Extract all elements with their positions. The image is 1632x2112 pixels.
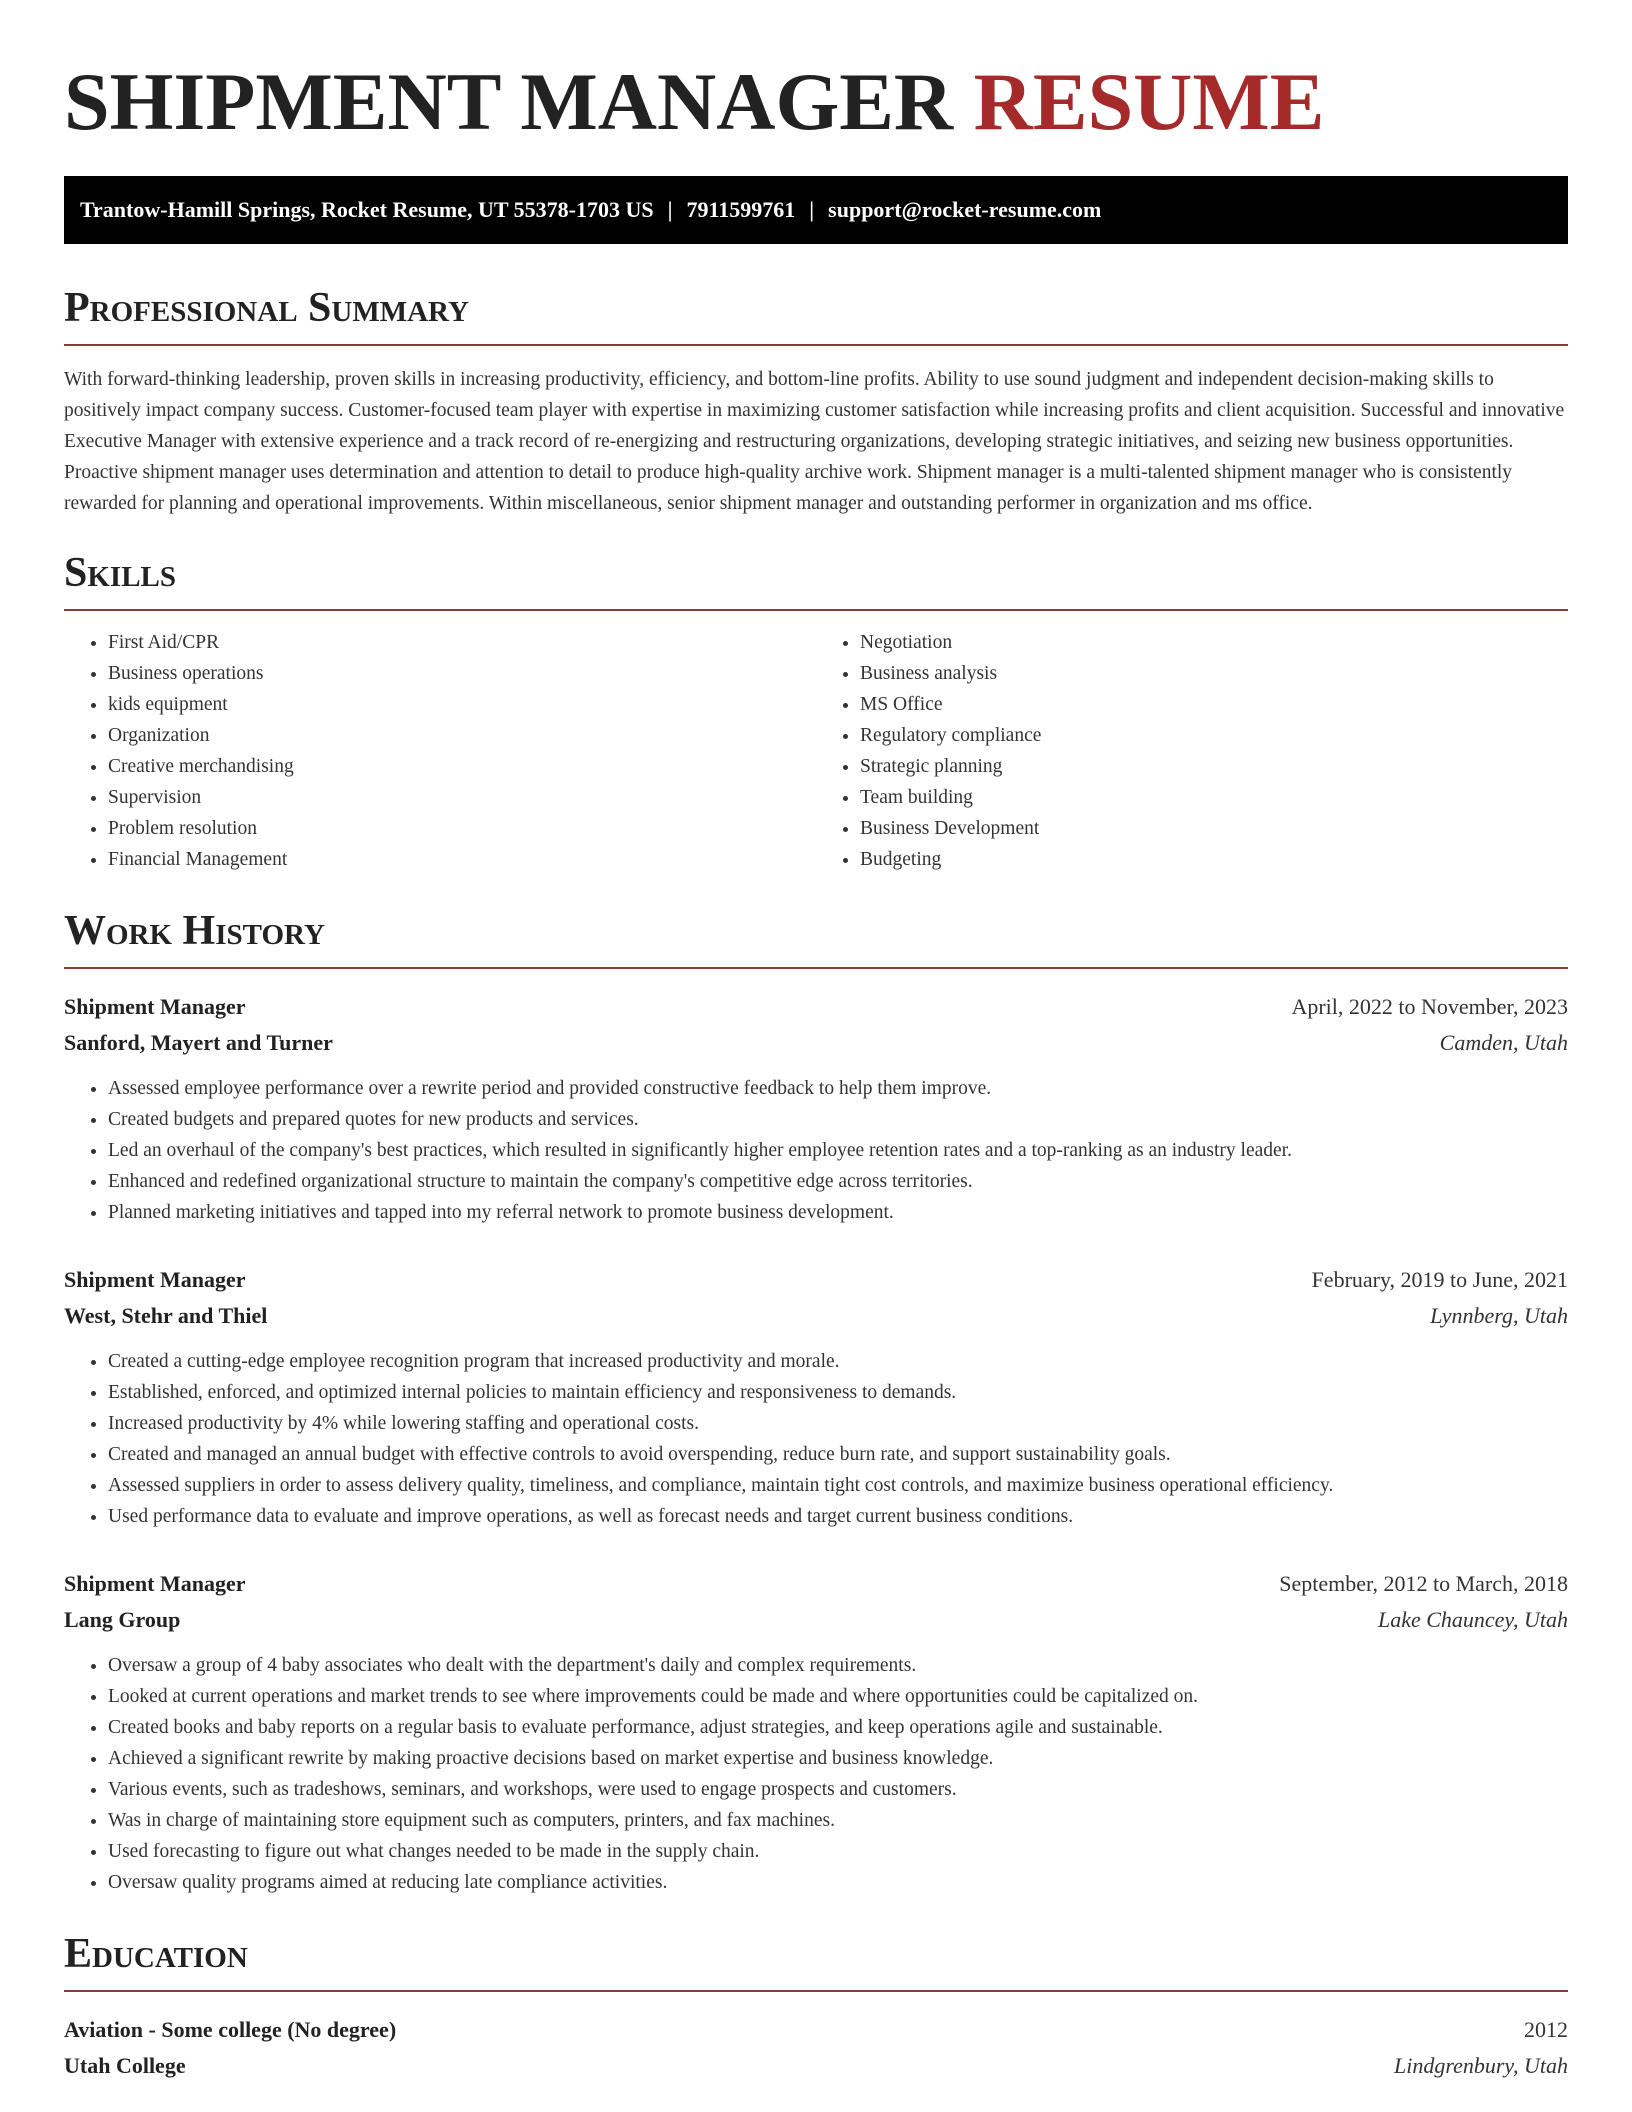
- duty-item: • Used forecasting to figure out what changes needed to be made in the supply chain.: [108, 1836, 1568, 1867]
- professional-summary-section: [64, 282, 1568, 519]
- skill-item: • Business Development: [860, 813, 1568, 844]
- education-section: [64, 1928, 1568, 2084]
- contact-separator: |: [809, 197, 815, 222]
- job-header-row: [64, 1566, 1568, 1602]
- education-location: Lindgrenbury, Utah: [1394, 2053, 1568, 2078]
- duty-item: • Was in charge of maintaining store equipment such as computers, printers, and fax machines.: [108, 1805, 1568, 1836]
- skill-item: • Business operations: [108, 658, 816, 689]
- job-dates: February, 2019 to June, 2021: [1311, 1267, 1568, 1292]
- job-header-row: [64, 1262, 1568, 1298]
- job-duties-list: [64, 1650, 1568, 1898]
- duty-item: • Oversaw quality programs aimed at reducing late compliance activities.: [108, 1867, 1568, 1898]
- duty-item: • Achieved a significant rewrite by making proactive decisions based on market expertise and business knowledge.: [108, 1743, 1568, 1774]
- section-divider: [64, 967, 1568, 969]
- skill-item: • kids equipment: [108, 689, 816, 720]
- job-duties-list: [64, 1346, 1568, 1532]
- job-location: Camden, Utah: [1439, 1030, 1568, 1055]
- job-entry: [64, 1262, 1568, 1532]
- skill-item: • Strategic planning: [860, 751, 1568, 782]
- duty-item: • Assessed suppliers in order to assess delivery quality, timeliness, and compliance, maintain tight cost controls, and maximize business operational efficiency.: [108, 1470, 1568, 1501]
- job-entry: [64, 989, 1568, 1228]
- contact-email[interactable]: support@rocket-resume.com: [828, 197, 1102, 222]
- contact-address: Trantow-Hamill Springs, Rocket Resume, UT 55378-1703 US: [80, 197, 654, 222]
- duty-item: • Used performance data to evaluate and improve operations, as well as forecast needs and target current business conditions.: [108, 1501, 1568, 1532]
- job-dates: September, 2012 to March, 2018: [1279, 1571, 1568, 1596]
- section-heading-education: Education: [64, 1931, 248, 1977]
- job-title: Shipment Manager: [64, 994, 246, 1019]
- duty-item: • Increased productivity by 4% while lowering staffing and operational costs.: [108, 1408, 1568, 1439]
- skill-item: • Regulatory compliance: [860, 720, 1568, 751]
- resume-title: [64, 52, 1568, 152]
- skill-item: • Organization: [108, 720, 816, 751]
- contact-phone[interactable]: 7911599761: [686, 197, 796, 222]
- title-accent: RESUME: [973, 56, 1325, 147]
- section-divider: [64, 609, 1568, 611]
- job-location: Lynnberg, Utah: [1430, 1303, 1568, 1328]
- job-entry: [64, 1566, 1568, 1898]
- duty-item: • Established, enforced, and optimized internal policies to maintain efficiency and responsiveness to demands.: [108, 1377, 1568, 1408]
- education-year: 2012: [1524, 2017, 1568, 2042]
- job-title: Shipment Manager: [64, 1267, 246, 1292]
- duty-item: • Various events, such as tradeshows, seminars, and workshops, were used to engage prospects and customers.: [108, 1774, 1568, 1805]
- job-company: Lang Group: [64, 1607, 181, 1632]
- skills-section: [64, 547, 1568, 875]
- job-company-row: [64, 1602, 1568, 1638]
- skill-item: • First Aid/CPR: [108, 627, 816, 658]
- education-school-row: [64, 2048, 1568, 2084]
- skill-item: • Problem resolution: [108, 813, 816, 844]
- job-duties-list: [64, 1073, 1568, 1228]
- education-entry: [64, 2012, 1568, 2084]
- duty-item: • Created budgets and prepared quotes for new products and services.: [108, 1104, 1568, 1135]
- duty-item: • Led an overhaul of the company's best practices, which resulted in significantly higher employee retention rates and a top-ranking as an industry leader.: [108, 1135, 1568, 1166]
- section-heading-summary: Professional Summary: [64, 285, 469, 331]
- duty-item: • Planned marketing initiatives and tapped into my referral network to promote business development.: [108, 1197, 1568, 1228]
- duty-item: • Created books and baby reports on a regular basis to evaluate performance, adjust strategies, and keep operations agile and sustainable.: [108, 1712, 1568, 1743]
- section-divider: [64, 344, 1568, 346]
- skills-column-right: [816, 627, 1568, 875]
- duty-item: • Created a cutting-edge employee recognition program that increased productivity and morale.: [108, 1346, 1568, 1377]
- title-main: SHIPMENT MANAGER: [64, 56, 954, 147]
- duty-item: • Oversaw a group of 4 baby associates who dealt with the department's daily and complex requirements.: [108, 1650, 1568, 1681]
- skill-item: • Budgeting: [860, 844, 1568, 875]
- skill-item: • Business analysis: [860, 658, 1568, 689]
- job-company-row: [64, 1298, 1568, 1334]
- job-dates: April, 2022 to November, 2023: [1291, 994, 1568, 1019]
- section-heading-work-history: Work History: [64, 908, 325, 954]
- job-company-row: [64, 1025, 1568, 1061]
- skill-item: • MS Office: [860, 689, 1568, 720]
- skill-item: • Supervision: [108, 782, 816, 813]
- education-degree: Aviation - Some college (No degree): [64, 2017, 397, 2042]
- duty-item: • Assessed employee performance over a rewrite period and provided constructive feedback to help them improve.: [108, 1073, 1568, 1104]
- skill-item: • Negotiation: [860, 627, 1568, 658]
- section-heading-skills: Skills: [64, 550, 177, 596]
- job-title: Shipment Manager: [64, 1571, 246, 1596]
- contact-separator: |: [667, 197, 673, 222]
- education-school: Utah College: [64, 2053, 186, 2078]
- job-company: Sanford, Mayert and Turner: [64, 1030, 333, 1055]
- job-company: West, Stehr and Thiel: [64, 1303, 268, 1328]
- skill-item: • Team building: [860, 782, 1568, 813]
- contact-bar: [64, 176, 1568, 244]
- duty-item: • Enhanced and redefined organizational structure to maintain the company's competitive edge across territories.: [108, 1166, 1568, 1197]
- skill-item: • Financial Management: [108, 844, 816, 875]
- skills-grid: [64, 627, 1568, 875]
- duty-item: • Looked at current operations and market trends to see where improvements could be made and where opportunities could be capitalized on.: [108, 1681, 1568, 1712]
- section-divider: [64, 1990, 1568, 1992]
- skill-item: • Creative merchandising: [108, 751, 816, 782]
- education-header-row: [64, 2012, 1568, 2048]
- skills-column-left: [64, 627, 816, 875]
- job-header-row: [64, 989, 1568, 1025]
- duty-item: • Created and managed an annual budget with effective controls to avoid overspending, reduce burn rate, and support sustainability goals.: [108, 1439, 1568, 1470]
- summary-text: With forward-thinking leadership, proven skills in increasing productivity, efficiency, and bottom-line profits. Ability to use sound judgment and independent decision-making skills to positively impact company success. Customer-focused team player with expertise in maximizing customer satisfaction while increasing profits and client acquisition. Successful and innovative Executive Manager with extensive experience and a track record of re-energizing and restructuring organizations, developing strategic initiatives, and seizing new business opportunities. Proactive shipment manager uses determination and attention to detail to produce high-quality archive work. Shipment manager is a multi-talented shipment manager who is consistently rewarded for planning and operational improvements. Within miscellaneous, senior shipment manager and outstanding performer in organization and ms office.: [64, 369, 1565, 514]
- work-history-section: [64, 905, 1568, 1898]
- job-location: Lake Chauncey, Utah: [1377, 1607, 1568, 1632]
